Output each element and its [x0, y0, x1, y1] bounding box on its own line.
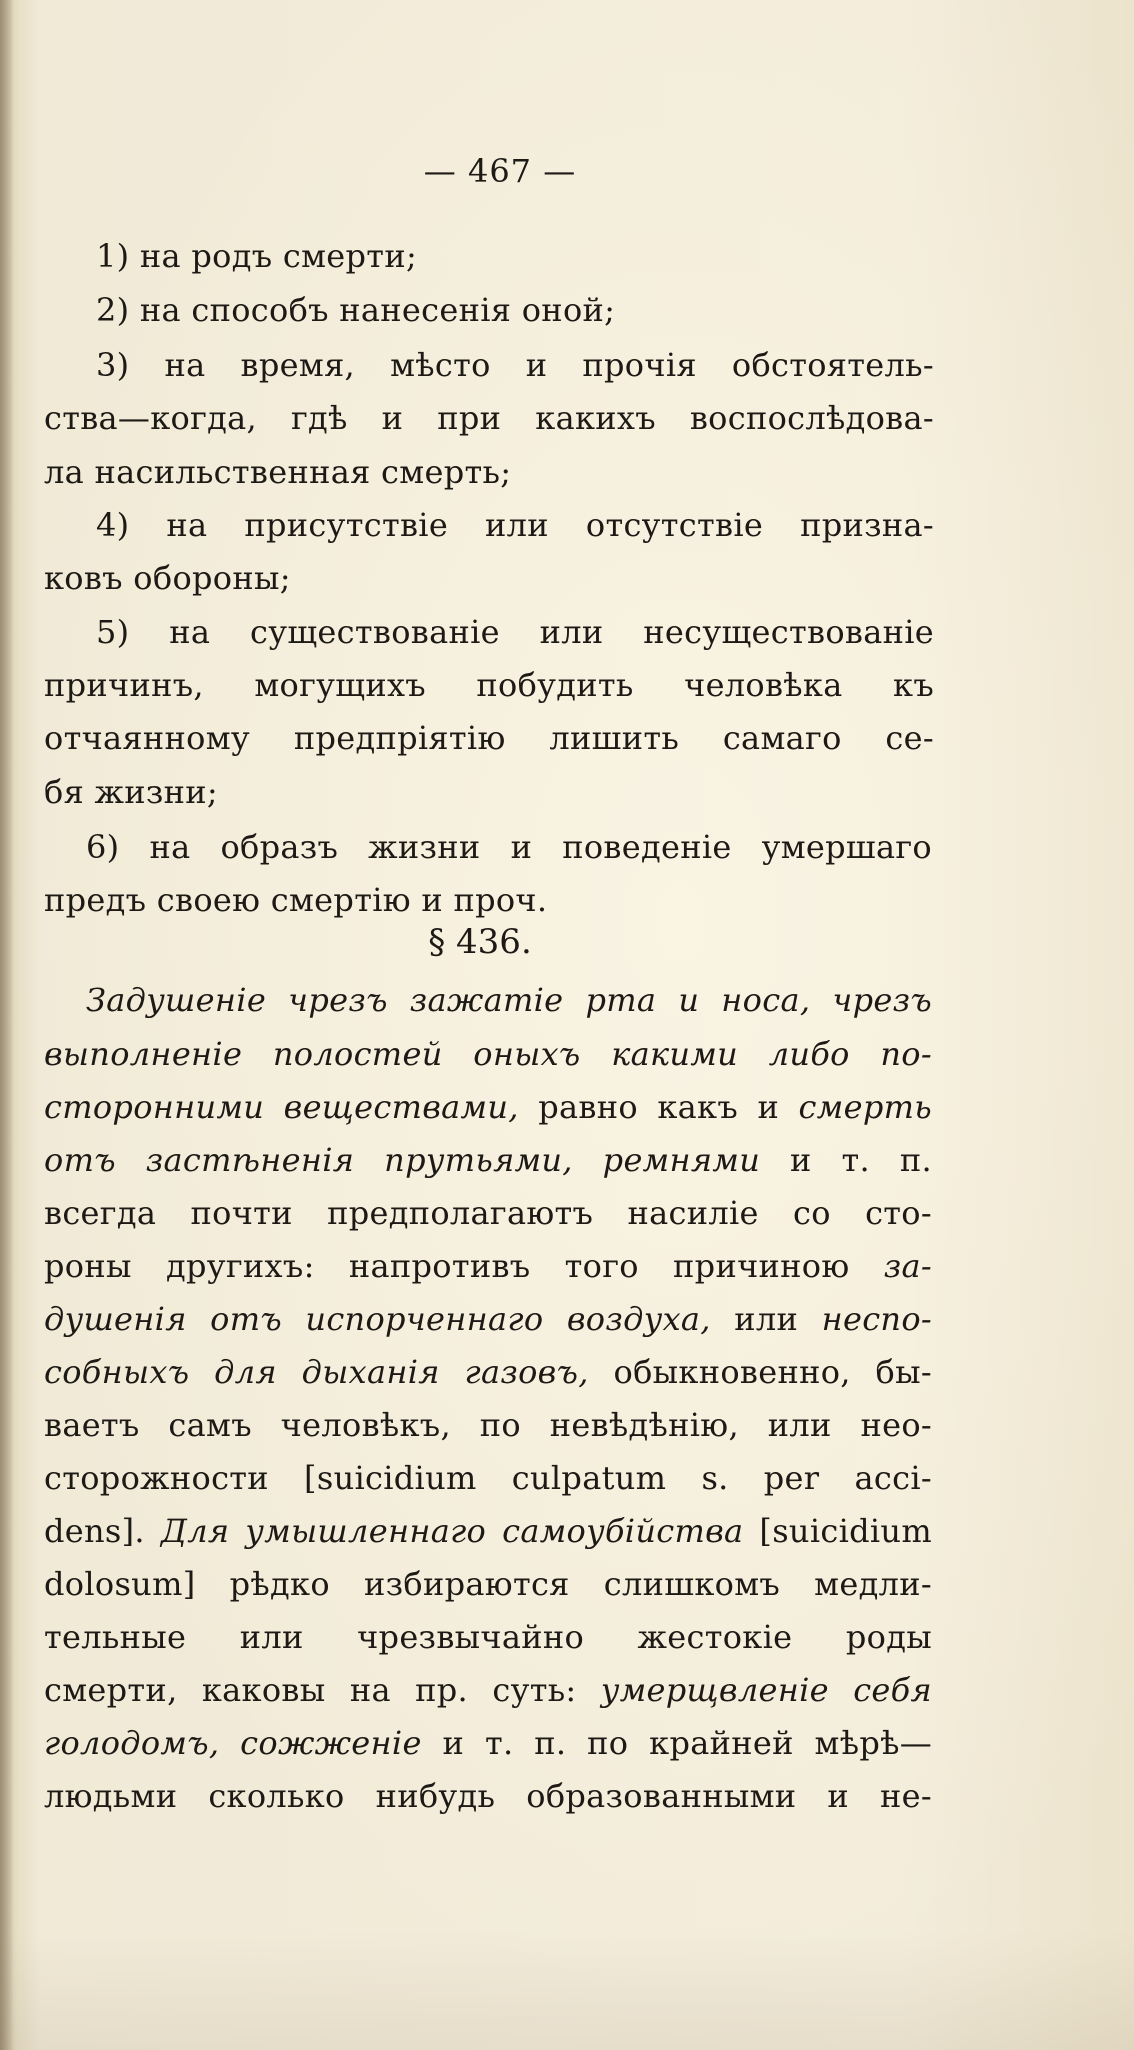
- text-run: смерти, каковы на пр. суть:: [44, 1671, 601, 1709]
- paragraph-line: [44, 1034, 932, 1074]
- text-run: и т. п. по крайней мѣрѣ—: [421, 1724, 933, 1762]
- italic-run: отъ застѣненія прутьями, ремнями: [44, 1141, 761, 1179]
- text-run: [suicidium: [743, 1512, 932, 1550]
- text-run: тельные или чрезвычайно жестокіе роды: [44, 1618, 932, 1656]
- text-run: ваетъ самъ человѣкъ, по невѣдѣнію, или нео-: [44, 1406, 932, 1444]
- list-line: ства—когда, гдѣ и при какихъ воспослѣдова-: [44, 399, 934, 437]
- page-gutter-shadow: [0, 0, 14, 2050]
- list-line: ковъ обороны;: [44, 559, 291, 597]
- italic-run: сторонними веществами,: [44, 1088, 519, 1126]
- italic-run: Для умышленнаго самоубійства: [160, 1512, 744, 1550]
- paragraph-line: [44, 1670, 932, 1710]
- paragraph-line: [44, 1564, 932, 1604]
- list-line: ла насильственная смерть;: [44, 453, 512, 491]
- text-run: всегда почти предполагаютъ насиліе со сто-: [44, 1194, 932, 1232]
- section-heading: § 436.: [428, 922, 532, 962]
- paragraph-line: [44, 1405, 932, 1445]
- list-line: 2) на способъ нанесенія оной;: [96, 291, 616, 329]
- paragraph-line: [44, 1299, 932, 1339]
- text-run: или: [710, 1300, 822, 1338]
- italic-run: выполненіе полостей оныхъ какими либо по-: [44, 1035, 932, 1073]
- paragraph-line: [44, 1511, 932, 1551]
- paragraph-line: [44, 1193, 932, 1233]
- list-line: 3) на время, мѣсто и прочія обстоятель-: [96, 346, 934, 384]
- text-run: dolosum] рѣдко избираются слишкомъ медли-: [44, 1565, 932, 1603]
- text-run: людьми сколько нибудь образованными и не-: [44, 1777, 932, 1815]
- italic-run: голодомъ, сожженіе: [44, 1724, 422, 1762]
- text-run: роны другихъ: напротивъ того причиною: [44, 1247, 884, 1285]
- list-line: 4) на присутствіе или отсутствіе призна-: [96, 506, 934, 544]
- list-line: предъ своею смертію и проч.: [44, 881, 548, 919]
- text-run: и т. п.: [760, 1141, 932, 1179]
- text-run: обыкновенно, бы-: [588, 1353, 932, 1391]
- list-line: 6) на образъ жизни и поведеніе умершаго: [86, 828, 932, 866]
- paragraph-line: [44, 1617, 932, 1657]
- paragraph-line: [44, 1140, 932, 1180]
- page-number: — 467 —: [423, 152, 577, 190]
- italic-run: неспо-: [821, 1300, 933, 1338]
- paragraph-line: [44, 1458, 932, 1498]
- italic-run: смерть: [798, 1088, 932, 1126]
- list-line: 5) на существованіе или несуществованіе: [96, 613, 934, 651]
- text-run: равно какъ и: [518, 1088, 799, 1126]
- italic-run: Задушеніе чрезъ зажатіе рта и носа, чрезъ: [86, 981, 932, 1019]
- paragraph-line: [44, 1087, 932, 1127]
- page-bottom-shade: [0, 1930, 1134, 2050]
- list-line: отчаянному предпріятію лишить самаго се-: [44, 719, 934, 757]
- list-line: бя жизни;: [44, 773, 218, 811]
- paragraph-line: [86, 980, 932, 1020]
- paragraph-line: [44, 1352, 932, 1392]
- italic-run: душенія отъ испорченнаго воздуха,: [44, 1300, 711, 1338]
- italic-run: собныхъ для дыханія газовъ,: [44, 1353, 589, 1391]
- italic-run: умерщвленіе себя: [600, 1671, 932, 1709]
- text-run: dens].: [44, 1512, 161, 1550]
- list-line: 1) на родъ смерти;: [96, 237, 418, 275]
- italic-run: за-: [883, 1247, 932, 1285]
- text-run: сторожности [suicidium culpatum s. per acci-: [44, 1459, 932, 1497]
- paragraph-line: [44, 1776, 932, 1816]
- paragraph-line: [44, 1723, 932, 1763]
- list-line: причинъ, могущихъ побудить человѣка къ: [44, 666, 934, 704]
- paragraph-line: [44, 1246, 932, 1286]
